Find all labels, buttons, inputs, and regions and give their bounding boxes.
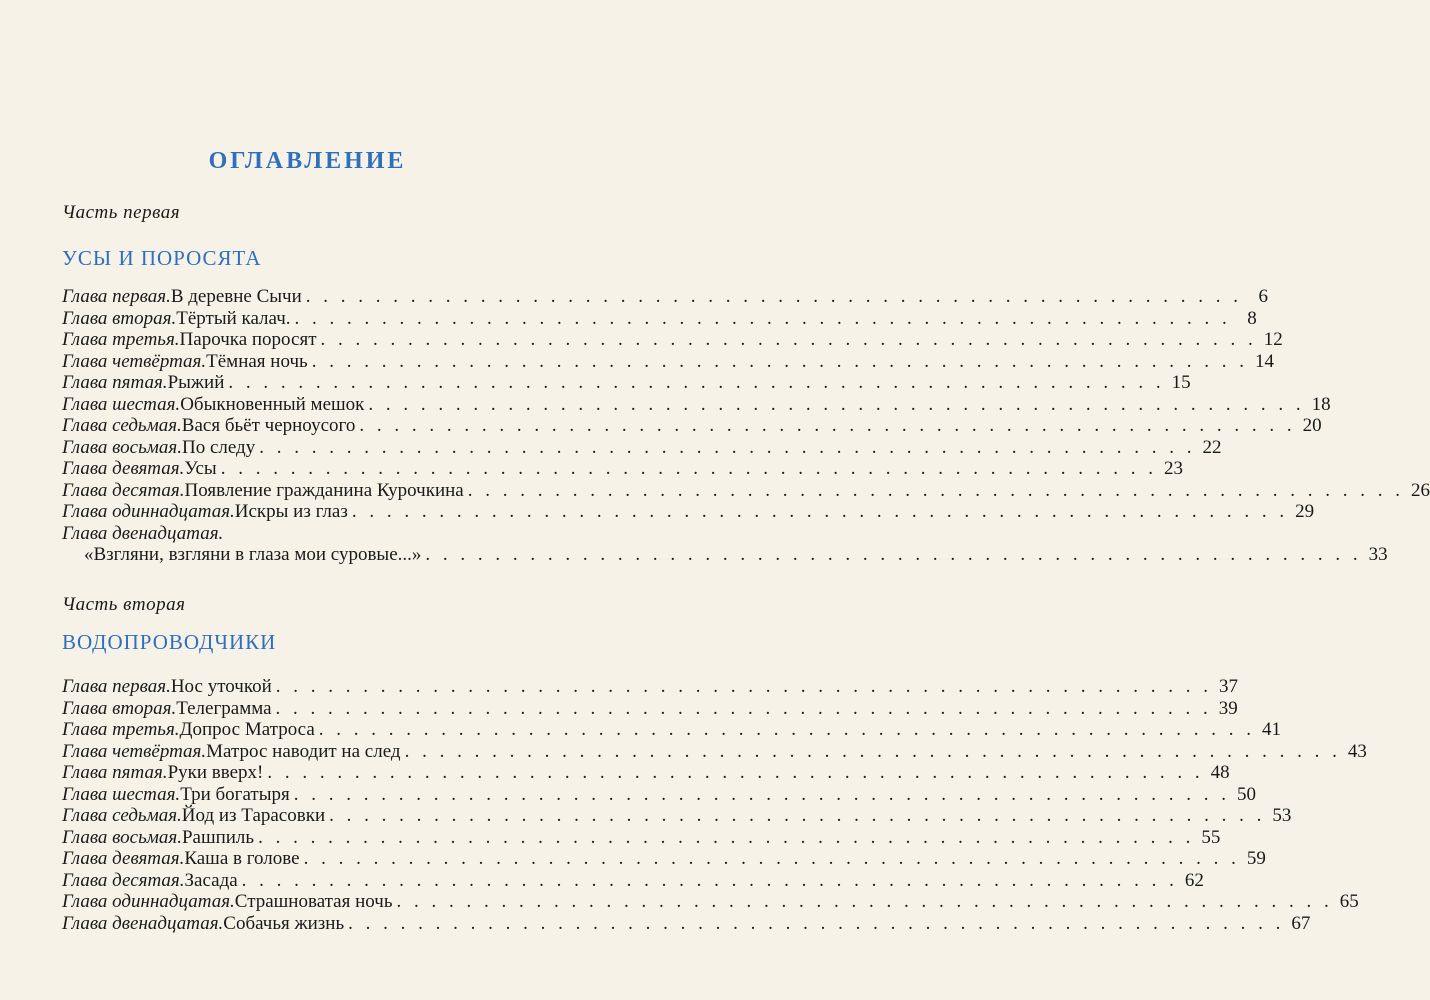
section-heading-2: ВОДОПРОВОДЧИКИ: [62, 630, 277, 654]
toc-entry: [62, 697, 1238, 720]
chapter-title: Руки вверх!: [167, 762, 264, 783]
dot-leader: . . . . . . . . . . . . . . . . . . . . . . . . . . . . . . . . . . . . . . . . . . . . . . . . . . . . . .: [228, 372, 1165, 393]
page-number: 59: [1246, 848, 1266, 869]
chapter-number: Глава третья.: [62, 719, 180, 740]
page-number: 50: [1236, 783, 1256, 805]
toc-entry: [62, 740, 1367, 763]
page-number: 20: [1302, 415, 1322, 436]
dot-leader: . . . . . . . . . . . . . . . . . . . . . . . . . . . . . . . . . . . . . . . . . . . . . . . . . . . . . .: [329, 805, 1266, 826]
dot-leader: . . . . . . . . . . . . . . . . . . . . . . . . . . . . . . . . . . . . . . . . . . . . . . . . . . . . . .: [318, 719, 1256, 740]
dot-leader: . . . . . . . . . . . . . . . . . . . . . . . . . . . . . . . . . . . . . . . . . . . . . . . . . . . . . .: [320, 329, 1257, 350]
dot-leader: . . . . . . . . . . . . . . . . . . . . . . . . . . . . . . . . . . . . . . . . . . . . . . . . . . . . . .: [259, 436, 1196, 458]
page-number: 48: [1210, 762, 1230, 783]
dot-leader: . . . . . . . . . . . . . . . . . . . . . . . . . . . . . . . . . . . . . . . . . . . . . . . . . . . . . .: [404, 740, 1341, 762]
page-number: 26: [1410, 479, 1430, 501]
chapter-title: Матрос наводит на след: [206, 740, 401, 762]
toc-entry: [62, 848, 1266, 870]
toc-entry: [62, 372, 1191, 394]
toc-entry: [62, 783, 1256, 806]
chapter-title: В деревне Сычи: [170, 286, 302, 307]
toc-entry: [62, 479, 1430, 502]
chapter-title: Йод из Тарасовки: [181, 805, 326, 826]
chapter-number: Глава двенадцатая.: [62, 522, 224, 544]
dot-leader: . . . . . . . . . . . . . . . . . . . . . . . . . . . . . . . . . . . . . . . . . . . . . . . . . . . . . .: [294, 307, 1231, 329]
chapter-title: Обыкновенный мешок: [180, 393, 365, 415]
page-number: 37: [1219, 676, 1239, 697]
toc-entry: [62, 436, 1222, 459]
chapter-number: Глава пятая.: [62, 372, 168, 393]
chapter-title: Рашпиль: [181, 826, 255, 848]
chapter-number: Глава восьмая.: [62, 826, 182, 848]
chapter-title: Каша в голове: [184, 848, 300, 869]
dot-leader: . . . . . . . . . . . . . . . . . . . . . . . . . . . . . . . . . . . . . . . . . . . . . . . . . . . . . .: [305, 286, 1243, 307]
dot-leader: . . . . . . . . . . . . . . . . . . . . . . . . . . . . . . . . . . . . . . . . . . . . . . . . . . . . . .: [368, 393, 1305, 415]
chapter-title: Вася бьёт черноусого: [181, 415, 356, 436]
dot-leader: . . . . . . . . . . . . . . . . . . . . . . . . . . . . . . . . . . . . . . . . . . . . . . . . . . . . . .: [303, 848, 1240, 869]
chapter-title: Три богатыря: [180, 783, 290, 805]
page-title: ОГЛАВЛЕНИЕ: [208, 148, 407, 174]
section-heading-1: УСЫ И ПОРОСЯТА: [62, 246, 262, 270]
dot-leader: . . . . . . . . . . . . . . . . . . . . . . . . . . . . . . . . . . . . . . . . . . . . . . . . . . . . . .: [467, 479, 1404, 501]
chapter-number: Глава седьмая.: [62, 415, 182, 436]
chapter-number: Глава третья.: [62, 329, 180, 350]
page-number: 14: [1254, 350, 1274, 372]
chapter-number: Глава одиннадцатая.: [62, 891, 235, 912]
page-number: 62: [1184, 869, 1204, 891]
page-number: 39: [1218, 697, 1238, 719]
dot-leader: . . . . . . . . . . . . . . . . . . . . . . . . . . . . . . . . . . . . . . . . . . . . . . . . . . . . . .: [351, 501, 1289, 522]
page-number: 41: [1262, 719, 1282, 740]
toc-entry: [62, 307, 1257, 330]
toc-entry: [62, 826, 1221, 849]
chapter-title: Рыжий: [167, 372, 225, 393]
toc-entry: [62, 805, 1292, 827]
dot-leader: . . . . . . . . . . . . . . . . . . . . . . . . . . . . . . . . . . . . . . . . . . . . . . . . . . . . . .: [293, 783, 1230, 805]
dot-leader: . . . . . . . . . . . . . . . . . . . . . . . . . . . . . . . . . . . . . . . . . . . . . . . . . . . . . .: [311, 350, 1248, 372]
page-number: 65: [1339, 891, 1359, 912]
dot-leader: . . . . . . . . . . . . . . . . . . . . . . . . . . . . . . . . . . . . . . . . . . . . . . . . . . . . . .: [348, 912, 1285, 934]
chapter-title: Допрос Матроса: [179, 719, 315, 740]
toc-entry: [62, 544, 1388, 566]
chapter-title: Телеграмма: [176, 697, 272, 719]
page-number: 67: [1291, 912, 1311, 934]
chapter-number: Глава шестая.: [62, 393, 181, 415]
chapter-title: Страшноватая ночь: [234, 891, 393, 912]
page-number: 33: [1368, 544, 1388, 565]
dot-leader: . . . . . . . . . . . . . . . . . . . . . . . . . . . . . . . . . . . . . . . . . . . . . . . . . . . . . .: [396, 891, 1333, 912]
part-label-2: Часть вторая: [62, 594, 186, 615]
dot-leader: . . . . . . . . . . . . . . . . . . . . . . . . . . . . . . . . . . . . . . . . . . . . . . . . . . . . . .: [275, 676, 1213, 697]
toc-entry: [62, 501, 1315, 523]
chapter-number: Глава седьмая.: [62, 805, 182, 826]
toc-entry: [62, 762, 1230, 784]
chapter-title: Парочка поросят: [179, 329, 317, 350]
chapter-number: Глава двенадцатая.: [62, 912, 224, 934]
dot-leader: . . . . . . . . . . . . . . . . . . . . . . . . . . . . . . . . . . . . . . . . . . . . . . . . . . . . . .: [258, 826, 1195, 848]
chapter-title: Засада: [184, 869, 238, 891]
chapter-title: Тёмная ночь: [206, 350, 308, 372]
dot-leader: . . . . . . . . . . . . . . . . . . . . . . . . . . . . . . . . . . . . . . . . . . . . . . . . . . . . . .: [267, 762, 1204, 783]
chapter-number: Глава десятая.: [62, 479, 185, 501]
chapter-number: Глава вторая.: [62, 307, 177, 329]
page-number: 18: [1311, 393, 1331, 415]
chapter-number: Глава десятая.: [62, 869, 185, 891]
chapter-number: Глава девятая.: [62, 848, 185, 869]
toc-entry: [62, 869, 1204, 892]
chapter-title: Искры из глаз: [234, 501, 348, 522]
dot-leader: . . . . . . . . . . . . . . . . . . . . . . . . . . . . . . . . . . . . . . . . . . . . . . . . . . . . . .: [275, 697, 1212, 719]
page-number: 6: [1258, 286, 1269, 307]
chapter-number: Глава первая.: [62, 676, 171, 697]
chapter-number: Глава вторая.: [62, 697, 177, 719]
dot-leader: . . . . . . . . . . . . . . . . . . . . . . . . . . . . . . . . . . . . . . . . . . . . . . . . . . . . . .: [220, 458, 1157, 479]
page-number: 55: [1201, 826, 1221, 848]
chapter-title: Появление гражданина Курочкина: [184, 479, 464, 501]
chapter-title: Собачья жизнь: [223, 912, 345, 934]
toc-entry: [62, 350, 1274, 373]
chapter-number: Глава четвёртая.: [62, 350, 207, 372]
toc-entry: [62, 719, 1282, 741]
page-number: 15: [1171, 372, 1191, 393]
dot-leader: . . . . . . . . . . . . . . . . . . . . . . . . . . . . . . . . . . . . . . . . . . . . . . . . . . . . . .: [359, 415, 1296, 436]
page-number: 23: [1163, 458, 1183, 479]
toc-entry: [62, 286, 1269, 308]
toc-entry: [62, 523, 602, 545]
toc-list-part-2: [62, 676, 1367, 934]
chapter-number: Глава первая.: [62, 286, 171, 307]
part-label-1: Часть первая: [62, 202, 181, 223]
chapter-title: «Взгляни, взгляни в глаза мои суровые...»: [84, 544, 422, 565]
toc-entry: [62, 912, 1311, 935]
toc-entry: [62, 458, 1183, 480]
page-number: 43: [1347, 740, 1367, 762]
toc-entry: [62, 891, 1359, 913]
chapter-number: Глава четвёртая.: [62, 740, 207, 762]
chapter-title: Усы: [184, 458, 217, 479]
chapter-number: Глава восьмая.: [62, 436, 182, 458]
chapter-number: Глава шестая.: [62, 783, 181, 805]
chapter-number: Глава одиннадцатая.: [62, 501, 235, 522]
chapter-title: По следу: [181, 436, 256, 458]
dot-leader: . . . . . . . . . . . . . . . . . . . . . . . . . . . . . . . . . . . . . . . . . . . . . . . . . . . . . .: [425, 544, 1362, 565]
toc-entry: [62, 329, 1283, 351]
toc-entry: [62, 676, 1239, 698]
page-number: 53: [1272, 805, 1292, 826]
toc-entry: [62, 393, 1331, 416]
chapter-number: Глава девятая.: [62, 458, 185, 479]
chapter-title: Нос уточкой: [170, 676, 272, 697]
toc-list-part-1: [62, 286, 1430, 566]
page-number: 8: [1247, 307, 1257, 329]
chapter-title: Тёртый калач.: [176, 307, 291, 329]
chapter-number: Глава пятая.: [62, 762, 168, 783]
page-number: 22: [1202, 436, 1222, 458]
dot-leader: . . . . . . . . . . . . . . . . . . . . . . . . . . . . . . . . . . . . . . . . . . . . . . . . . . . . . .: [241, 869, 1178, 891]
page-number: 12: [1263, 329, 1283, 350]
page-number: 29: [1295, 501, 1315, 522]
toc-entry: [62, 415, 1322, 437]
